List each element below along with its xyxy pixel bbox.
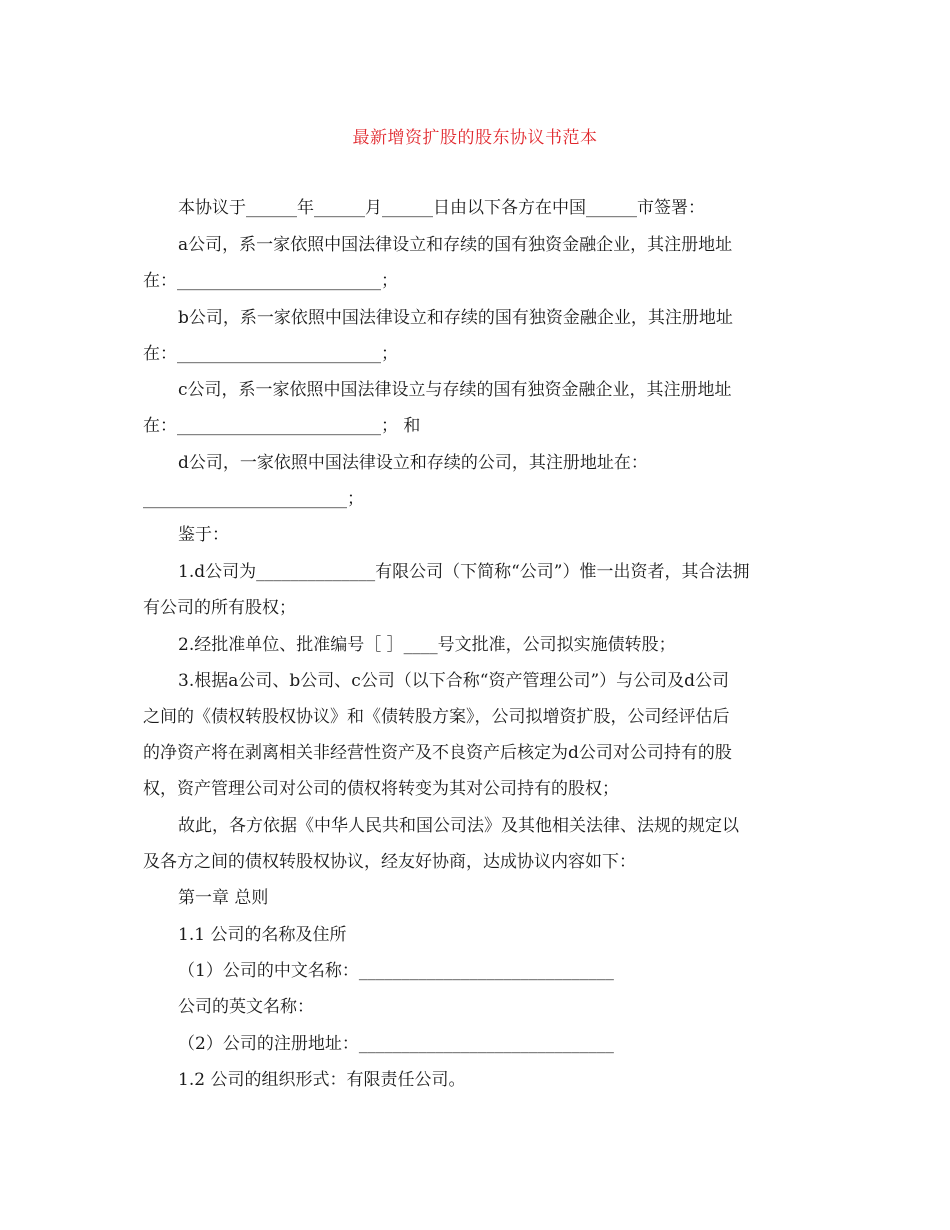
section-1-2-line: 1.2 公司的组织形式：有限责任公司。 bbox=[178, 1070, 466, 1090]
recital-1-line-2: 有公司的所有股权； bbox=[143, 598, 296, 618]
document-title: 最新增资扩股的股东协议书范本 bbox=[352, 128, 598, 148]
recital-3-line-3: 的净资产将在剥离相关非经营性资产及不良资产后核定为d公司对公司持有的股 bbox=[143, 743, 732, 763]
therefore-line-1: 故此，各方依据《中华人民共和国公司法》及其他相关法律、法规的规定以 bbox=[178, 816, 739, 836]
recital-3-line-4: 权，资产管理公司对公司的债权将转变为其对公司持有的股权； bbox=[143, 779, 619, 799]
whereas-heading: 鉴于： bbox=[178, 525, 229, 545]
recital-1-line-1: 1.d公司为______________有限公司（下简称“公司”）惟一出资者，其合法拥 bbox=[178, 562, 750, 582]
section-1-1-heading: 1.1 公司的名称及住所 bbox=[178, 925, 347, 945]
party-a-line: a公司，系一家依照中国法律设立和存续的国有独资金融企业，其注册地址 bbox=[178, 235, 733, 255]
party-c-line: c公司，系一家依照中国法律设立与存续的国有独资金融企业，其注册地址 bbox=[178, 380, 732, 400]
party-c-address-line: 在：________________________； 和 bbox=[143, 416, 421, 436]
chapter-1-heading: 第一章 总则 bbox=[178, 888, 269, 908]
party-d-line: d公司，一家依照中国法律设立和存续的公司，其注册地址在： bbox=[178, 453, 648, 473]
party-a-address-line: 在：________________________； bbox=[143, 271, 398, 291]
recital-3-line-2: 之间的《债权转股权协议》和《债转股方案》，公司拟增资扩股，公司经评估后 bbox=[143, 707, 730, 727]
english-name-line: 公司的英文名称： bbox=[178, 997, 314, 1017]
party-b-address-line: 在：________________________； bbox=[143, 344, 398, 364]
party-b-line: b公司，系一家依照中国法律设立和存续的国有独资金融企业，其注册地址 bbox=[178, 308, 733, 328]
therefore-line-2: 及各方之间的债权转股权协议，经友好协商，达成协议内容如下： bbox=[143, 852, 636, 872]
recital-2-line: 2.经批准单位、批准编号［ ］____号文批准，公司拟实施债转股； bbox=[178, 635, 676, 655]
registered-address-line: （2）公司的注册地址：______________________________ bbox=[178, 1034, 614, 1054]
recital-3-line-1: 3.根据a公司、b公司、c公司（以下合称“资产管理公司”）与公司及d公司 bbox=[178, 671, 730, 691]
agreement-date-line: 本协议于______年______月______日由以下各方在中国______市签署： bbox=[178, 198, 705, 218]
party-d-address-line: ________________________； bbox=[143, 489, 364, 509]
chinese-name-line: （1）公司的中文名称：______________________________ bbox=[178, 961, 614, 981]
